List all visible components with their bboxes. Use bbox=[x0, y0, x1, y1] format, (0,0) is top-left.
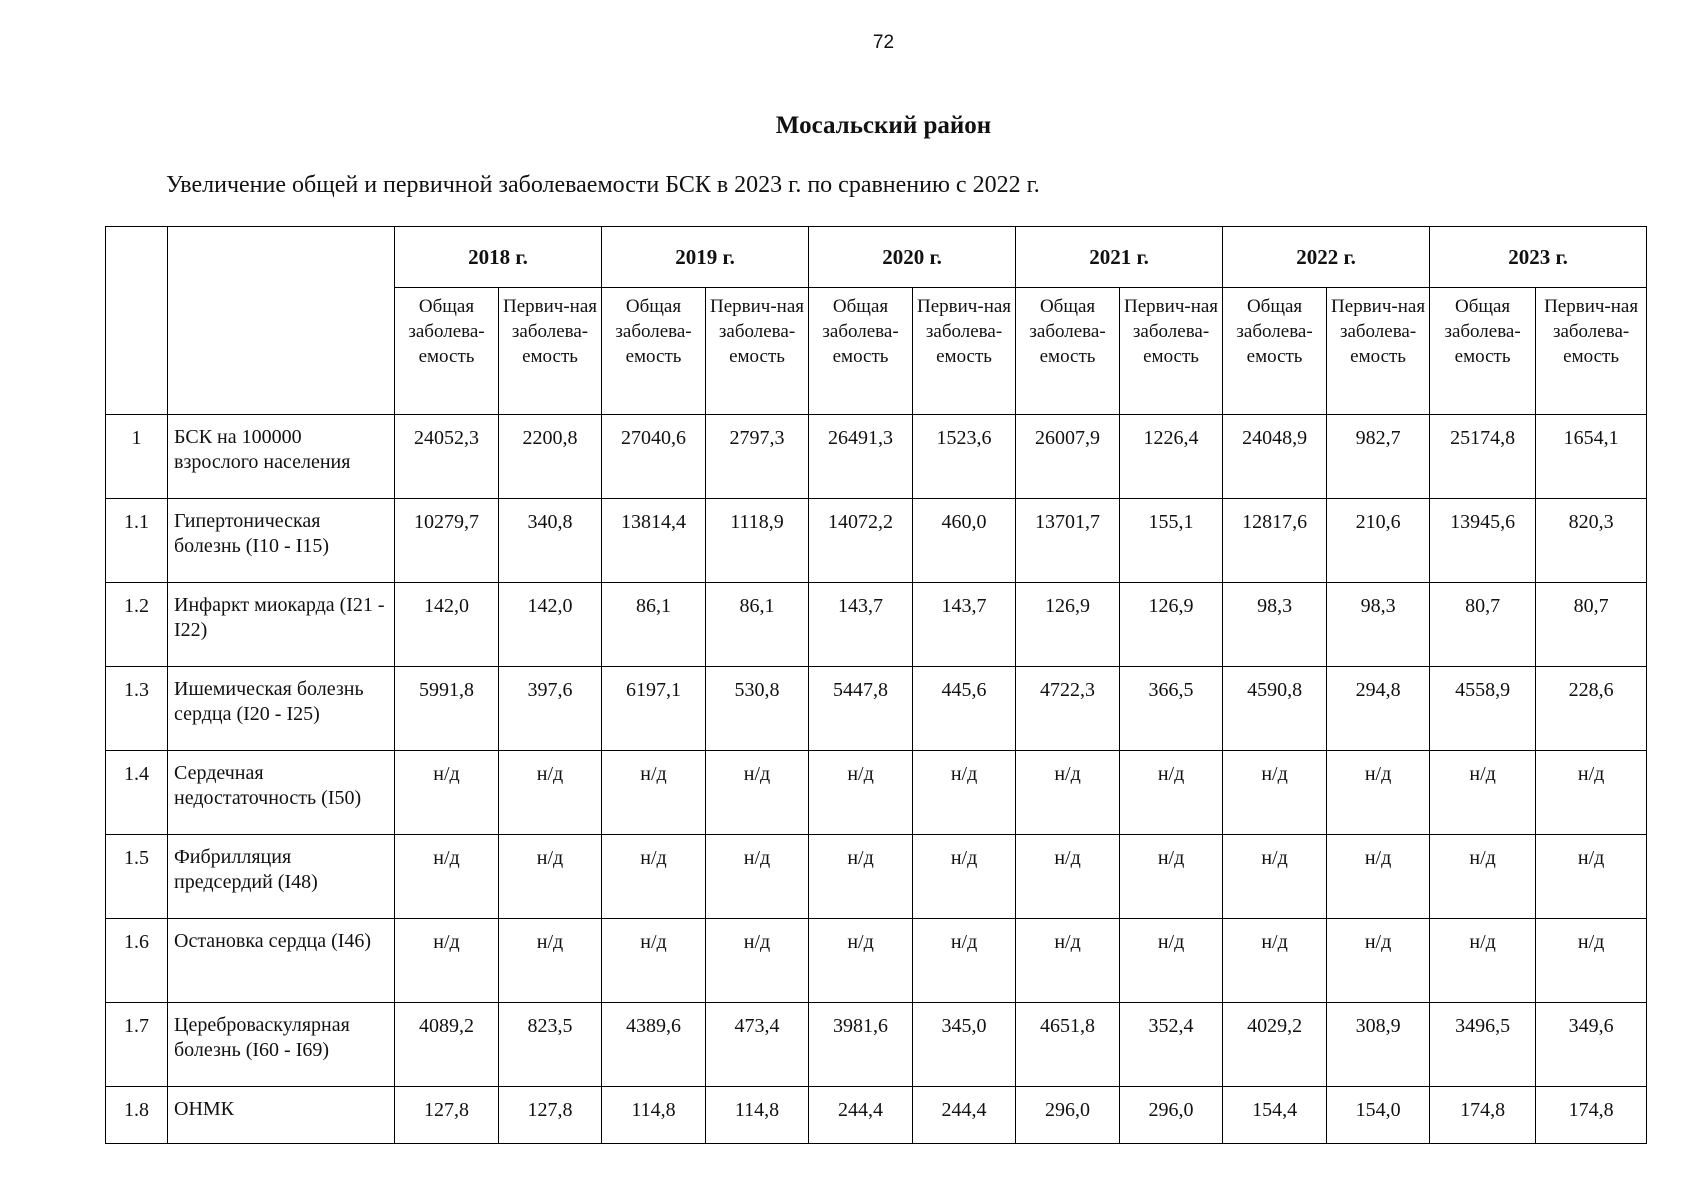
primary-morbidity-value: 86,1 bbox=[706, 583, 809, 667]
general-morbidity-value: 4389,6 bbox=[602, 1003, 706, 1087]
general-morbidity-value: н/д bbox=[395, 751, 499, 835]
general-morbidity-value: 4590,8 bbox=[1223, 667, 1327, 751]
general-morbidity-value: 154,4 bbox=[1223, 1087, 1327, 1144]
table-row bbox=[106, 919, 1647, 1003]
primary-morbidity-value: н/д bbox=[1327, 751, 1430, 835]
primary-morbidity-value: н/д bbox=[1536, 835, 1647, 919]
primary-morbidity-value: н/д bbox=[706, 751, 809, 835]
primary-morbidity-value: н/д bbox=[1120, 751, 1223, 835]
primary-morbidity-value: 530,8 bbox=[706, 667, 809, 751]
indicator-name: Цереброваскулярная болезнь (I60 - I69) bbox=[168, 1003, 395, 1087]
general-morbidity-value: 13701,7 bbox=[1016, 499, 1120, 583]
table-row bbox=[106, 1087, 1647, 1144]
general-morbidity-value: 5447,8 bbox=[809, 667, 913, 751]
primary-morbidity-value: 1118,9 bbox=[706, 499, 809, 583]
year-header: 2018 г. bbox=[395, 227, 602, 288]
indicator-name: Инфаркт миокарда (I21 - I22) bbox=[168, 583, 395, 667]
general-morbidity-value: н/д bbox=[1223, 835, 1327, 919]
general-morbidity-value: 10279,7 bbox=[395, 499, 499, 583]
primary-morbidity-value: 80,7 bbox=[1536, 583, 1647, 667]
table-row bbox=[106, 499, 1647, 583]
primary-morbidity-value: 445,6 bbox=[913, 667, 1016, 751]
table-row bbox=[106, 667, 1647, 751]
primary-morbidity-value: 2200,8 bbox=[499, 415, 602, 499]
indicator-name: Сердечная недостаточность (I50) bbox=[168, 751, 395, 835]
general-morbidity-value: 3981,6 bbox=[809, 1003, 913, 1087]
year-header: 2022 г. bbox=[1223, 227, 1430, 288]
general-morbidity-value: 143,7 bbox=[809, 583, 913, 667]
general-morbidity-value: 27040,6 bbox=[602, 415, 706, 499]
general-morbidity-value: н/д bbox=[1016, 751, 1120, 835]
table-row bbox=[106, 583, 1647, 667]
primary-morbidity-header: Первич-ная заболева-емость bbox=[1120, 288, 1223, 415]
indicator-name: Фибрилляция предсердий (I48) bbox=[168, 835, 395, 919]
primary-morbidity-value: 340,8 bbox=[499, 499, 602, 583]
primary-morbidity-value: 349,6 bbox=[1536, 1003, 1647, 1087]
table-row bbox=[106, 751, 1647, 835]
primary-morbidity-value: 143,7 bbox=[913, 583, 1016, 667]
indicator-name: ОНМК bbox=[168, 1087, 395, 1144]
general-morbidity-value: 24048,9 bbox=[1223, 415, 1327, 499]
general-morbidity-value: н/д bbox=[809, 919, 913, 1003]
primary-morbidity-value: 2797,3 bbox=[706, 415, 809, 499]
row-number: 1.2 bbox=[106, 583, 168, 667]
primary-morbidity-header: Первич-ная заболева-емость bbox=[1327, 288, 1430, 415]
year-header: 2020 г. bbox=[809, 227, 1016, 288]
primary-morbidity-value: 244,4 bbox=[913, 1087, 1016, 1144]
primary-morbidity-value: 823,5 bbox=[499, 1003, 602, 1087]
page-number: 72 bbox=[872, 32, 895, 53]
primary-morbidity-value: 1523,6 bbox=[913, 415, 1016, 499]
primary-morbidity-header: Первич-ная заболева-емость bbox=[499, 288, 602, 415]
primary-morbidity-value: н/д bbox=[1327, 919, 1430, 1003]
general-morbidity-value: н/д bbox=[602, 751, 706, 835]
primary-morbidity-value: 155,1 bbox=[1120, 499, 1223, 583]
general-morbidity-value: 80,7 bbox=[1430, 583, 1536, 667]
primary-morbidity-value: 210,6 bbox=[1327, 499, 1430, 583]
general-morbidity-value: 126,9 bbox=[1016, 583, 1120, 667]
general-morbidity-value: 4029,2 bbox=[1223, 1003, 1327, 1087]
primary-morbidity-value: н/д bbox=[706, 835, 809, 919]
general-morbidity-value: 12817,6 bbox=[1223, 499, 1327, 583]
primary-morbidity-value: 114,8 bbox=[706, 1087, 809, 1144]
district-title: Мосальский район bbox=[775, 112, 992, 139]
general-morbidity-value: 98,3 bbox=[1223, 583, 1327, 667]
table-row bbox=[106, 1003, 1647, 1087]
general-morbidity-value: 244,4 bbox=[809, 1087, 913, 1144]
general-morbidity-value: 6197,1 bbox=[602, 667, 706, 751]
primary-morbidity-value: 366,5 bbox=[1120, 667, 1223, 751]
general-morbidity-value: 5991,8 bbox=[395, 667, 499, 751]
general-morbidity-header: Общая заболева-емость bbox=[1430, 288, 1536, 415]
morbidity-table bbox=[105, 226, 1647, 1144]
general-morbidity-value: 142,0 bbox=[395, 583, 499, 667]
primary-morbidity-value: 142,0 bbox=[499, 583, 602, 667]
primary-morbidity-value: н/д bbox=[913, 919, 1016, 1003]
table-row bbox=[106, 415, 1647, 499]
general-morbidity-value: 26007,9 bbox=[1016, 415, 1120, 499]
primary-morbidity-value: н/д bbox=[913, 835, 1016, 919]
primary-morbidity-value: н/д bbox=[499, 835, 602, 919]
primary-morbidity-value: 126,9 bbox=[1120, 583, 1223, 667]
table-row bbox=[106, 835, 1647, 919]
primary-morbidity-header: Первич-ная заболева-емость bbox=[1536, 288, 1647, 415]
general-morbidity-value: 13945,6 bbox=[1430, 499, 1536, 583]
primary-morbidity-value: 127,8 bbox=[499, 1087, 602, 1144]
general-morbidity-value: н/д bbox=[1430, 919, 1536, 1003]
row-number: 1.4 bbox=[106, 751, 168, 835]
general-morbidity-header: Общая заболева-емость bbox=[1016, 288, 1120, 415]
primary-morbidity-value: н/д bbox=[706, 919, 809, 1003]
general-morbidity-value: 25174,8 bbox=[1430, 415, 1536, 499]
primary-morbidity-value: 352,4 bbox=[1120, 1003, 1223, 1087]
primary-morbidity-value: 174,8 bbox=[1536, 1087, 1647, 1144]
general-morbidity-value: 114,8 bbox=[602, 1087, 706, 1144]
primary-morbidity-value: н/д bbox=[499, 751, 602, 835]
primary-morbidity-value: 154,0 bbox=[1327, 1087, 1430, 1144]
primary-morbidity-header: Первич-ная заболева-емость bbox=[913, 288, 1016, 415]
row-number: 1.3 bbox=[106, 667, 168, 751]
primary-morbidity-value: 1654,1 bbox=[1536, 415, 1647, 499]
primary-morbidity-value: 982,7 bbox=[1327, 415, 1430, 499]
primary-morbidity-value: н/д bbox=[913, 751, 1016, 835]
row-number: 1.1 bbox=[106, 499, 168, 583]
primary-morbidity-value: 397,6 bbox=[499, 667, 602, 751]
row-number: 1.8 bbox=[106, 1087, 168, 1144]
row-number: 1.5 bbox=[106, 835, 168, 919]
general-morbidity-value: 127,8 bbox=[395, 1087, 499, 1144]
general-morbidity-value: 13814,4 bbox=[602, 499, 706, 583]
primary-morbidity-value: 98,3 bbox=[1327, 583, 1430, 667]
primary-morbidity-value: н/д bbox=[499, 919, 602, 1003]
row-number: 1 bbox=[106, 415, 168, 499]
general-morbidity-value: 4089,2 bbox=[395, 1003, 499, 1087]
primary-morbidity-value: 1226,4 bbox=[1120, 415, 1223, 499]
general-morbidity-value: н/д bbox=[809, 751, 913, 835]
general-morbidity-value: н/д bbox=[809, 835, 913, 919]
general-morbidity-value: н/д bbox=[1223, 919, 1327, 1003]
primary-morbidity-value: 228,6 bbox=[1536, 667, 1647, 751]
general-morbidity-header: Общая заболева-емость bbox=[602, 288, 706, 415]
general-morbidity-value: н/д bbox=[602, 835, 706, 919]
primary-morbidity-value: н/д bbox=[1120, 835, 1223, 919]
general-morbidity-value: н/д bbox=[602, 919, 706, 1003]
indicator-name: Гипертоническая болезнь (I10 - I15) bbox=[168, 499, 395, 583]
primary-morbidity-value: 345,0 bbox=[913, 1003, 1016, 1087]
general-morbidity-value: н/д bbox=[395, 835, 499, 919]
general-morbidity-header: Общая заболева-емость bbox=[809, 288, 913, 415]
year-header-row bbox=[106, 227, 1647, 288]
row-number: 1.7 bbox=[106, 1003, 168, 1087]
primary-morbidity-value: н/д bbox=[1120, 919, 1223, 1003]
general-morbidity-header: Общая заболева-емость bbox=[1223, 288, 1327, 415]
general-morbidity-value: н/д bbox=[395, 919, 499, 1003]
primary-morbidity-value: н/д bbox=[1536, 751, 1647, 835]
table-subtitle: Увеличение общей и первичной заболеваемости БСК в 2023 г. по сравнению с 2022 г. bbox=[166, 172, 1040, 198]
general-morbidity-value: 4722,3 bbox=[1016, 667, 1120, 751]
primary-morbidity-value: н/д bbox=[1536, 919, 1647, 1003]
general-morbidity-value: 14072,2 bbox=[809, 499, 913, 583]
primary-morbidity-value: н/д bbox=[1327, 835, 1430, 919]
general-morbidity-value: 4651,8 bbox=[1016, 1003, 1120, 1087]
general-morbidity-value: 3496,5 bbox=[1430, 1003, 1536, 1087]
table-body bbox=[106, 415, 1647, 1144]
general-morbidity-header: Общая заболева-емость bbox=[395, 288, 499, 415]
general-morbidity-value: 174,8 bbox=[1430, 1087, 1536, 1144]
row-number-header bbox=[106, 227, 168, 415]
primary-morbidity-value: 296,0 bbox=[1120, 1087, 1223, 1144]
year-header: 2021 г. bbox=[1016, 227, 1223, 288]
general-morbidity-value: н/д bbox=[1016, 835, 1120, 919]
general-morbidity-value: н/д bbox=[1430, 751, 1536, 835]
general-morbidity-value: н/д bbox=[1016, 919, 1120, 1003]
general-morbidity-value: 4558,9 bbox=[1430, 667, 1536, 751]
row-number: 1.6 bbox=[106, 919, 168, 1003]
primary-morbidity-value: 473,4 bbox=[706, 1003, 809, 1087]
indicator-name: Остановка сердца (I46) bbox=[168, 919, 395, 1003]
general-morbidity-value: н/д bbox=[1223, 751, 1327, 835]
primary-morbidity-header: Первич-ная заболева-емость bbox=[706, 288, 809, 415]
year-header: 2019 г. bbox=[602, 227, 809, 288]
indicator-name: Ишемическая болезнь сердца (I20 - I25) bbox=[168, 667, 395, 751]
general-morbidity-value: 24052,3 bbox=[395, 415, 499, 499]
general-morbidity-value: 296,0 bbox=[1016, 1087, 1120, 1144]
general-morbidity-value: 86,1 bbox=[602, 583, 706, 667]
year-header: 2023 г. bbox=[1430, 227, 1647, 288]
primary-morbidity-value: 820,3 bbox=[1536, 499, 1647, 583]
general-morbidity-value: 26491,3 bbox=[809, 415, 913, 499]
primary-morbidity-value: 460,0 bbox=[913, 499, 1016, 583]
primary-morbidity-value: 308,9 bbox=[1327, 1003, 1430, 1087]
indicator-header bbox=[168, 227, 395, 415]
general-morbidity-value: н/д bbox=[1430, 835, 1536, 919]
indicator-name: БСК на 100000 взрослого населения bbox=[168, 415, 395, 499]
primary-morbidity-value: 294,8 bbox=[1327, 667, 1430, 751]
